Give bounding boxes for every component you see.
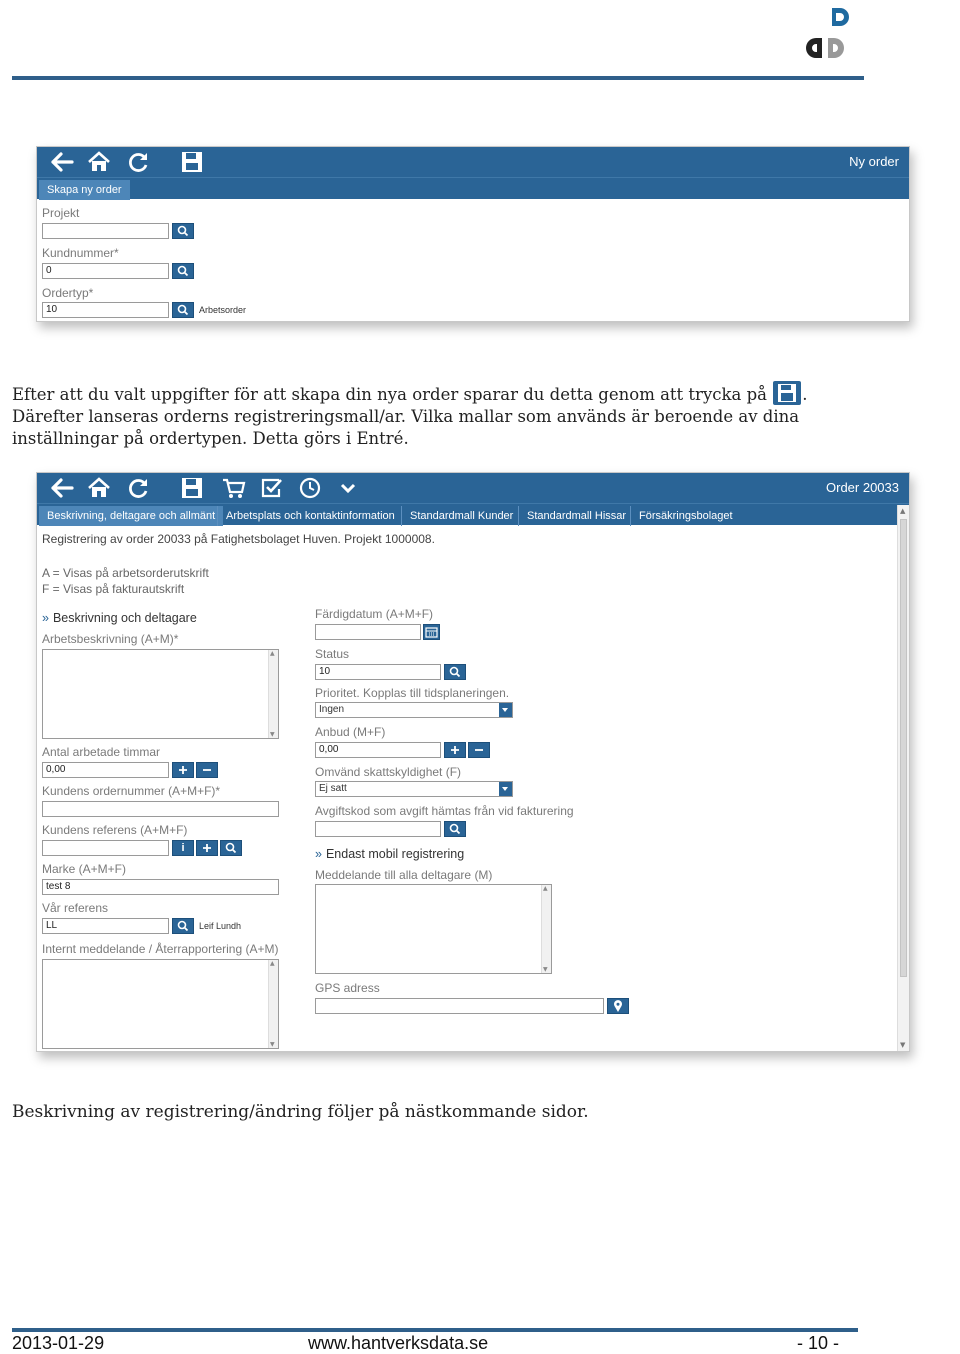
gps-map-button[interactable] bbox=[607, 998, 629, 1014]
marke-label: Marke (A+M+F) bbox=[42, 862, 127, 876]
referens-search-button[interactable] bbox=[220, 840, 242, 856]
tab-standardmall-hissar[interactable]: Standardmall Hissar bbox=[518, 506, 634, 526]
chevron-down-icon[interactable] bbox=[499, 703, 512, 717]
var-referens-search-button[interactable] bbox=[172, 918, 194, 934]
window-title: Ny order bbox=[849, 154, 899, 169]
intro-paragraph bbox=[12, 380, 808, 450]
company-logo bbox=[796, 4, 854, 62]
timmar-label: Antal arbetade timmar bbox=[42, 745, 161, 759]
home-icon[interactable] bbox=[86, 150, 112, 174]
kundnummer-label: Kundnummer* bbox=[42, 246, 119, 260]
window-title: Order 20033 bbox=[826, 480, 899, 495]
chevron-down-icon[interactable] bbox=[335, 476, 361, 500]
textarea-scrollbar[interactable] bbox=[268, 650, 278, 738]
footer-rule bbox=[12, 1328, 858, 1332]
intro-line-3: inställningar på ordertypen. Detta görs i Entré. bbox=[12, 429, 409, 448]
fardigdatum-input[interactable] bbox=[315, 624, 421, 640]
projekt-search-button[interactable] bbox=[172, 223, 194, 239]
search-icon bbox=[173, 264, 193, 278]
search-icon bbox=[173, 303, 193, 317]
anbud-label: Anbud (M+F) bbox=[315, 725, 386, 739]
outro-paragraph: Beskrivning av registrering/ändring följer på nästkommande sidor. bbox=[12, 1102, 589, 1122]
kundnummer-search-button[interactable] bbox=[172, 263, 194, 279]
avgift-search-button[interactable] bbox=[444, 821, 466, 837]
referens-label: Kundens referens (A+M+F) bbox=[42, 823, 188, 837]
var-referens-label: Vår referens bbox=[42, 901, 109, 915]
tab-beskrivning[interactable]: Beskrivning, deltagare och allmänt bbox=[39, 506, 223, 526]
search-icon bbox=[221, 841, 241, 855]
save-icon bbox=[772, 380, 802, 406]
ordertyp-search-button[interactable] bbox=[172, 302, 194, 318]
timmar-minus-button[interactable] bbox=[196, 762, 218, 778]
window-scrollbar[interactable]: ▲ ▼ bbox=[897, 505, 909, 1051]
ordernummer-input[interactable] bbox=[42, 801, 279, 817]
back-arrow-icon[interactable] bbox=[49, 150, 75, 174]
save-icon[interactable] bbox=[179, 150, 205, 174]
tab-standardmall-kunder[interactable]: Standardmall Kunder bbox=[401, 506, 521, 526]
referens-info-button[interactable]: i bbox=[172, 840, 194, 856]
back-arrow-icon[interactable] bbox=[49, 476, 75, 500]
checkbox-icon[interactable] bbox=[259, 476, 285, 500]
minus-icon bbox=[469, 743, 489, 757]
timmar-input[interactable]: 0,00 bbox=[42, 762, 169, 778]
plus-icon bbox=[445, 743, 465, 757]
refresh-icon[interactable] bbox=[125, 476, 151, 500]
scrollbar-thumb[interactable] bbox=[900, 519, 907, 977]
plus-icon bbox=[197, 841, 217, 855]
intro-line-1: Efter att du valt uppgifter för att skapa din nya order sparar du detta genom att trycka på . bbox=[12, 380, 808, 406]
legend-f: F = Visas på fakturautskrift bbox=[42, 582, 185, 596]
save-icon[interactable] bbox=[179, 476, 205, 500]
header-rule bbox=[12, 76, 864, 80]
textarea-scrollbar[interactable] bbox=[268, 960, 278, 1048]
internt-label: Internt meddelande / Återrapportering (A+M) bbox=[42, 942, 279, 956]
arbetsbeskrivning-textarea[interactable] bbox=[42, 649, 279, 739]
prioritet-label: Prioritet. Kopplas till tidsplaneringen. bbox=[315, 686, 510, 700]
anbud-plus-button[interactable] bbox=[444, 742, 466, 758]
legend-a: A = Visas på arbetsorderutskrift bbox=[42, 566, 209, 580]
gps-label: GPS adress bbox=[315, 981, 380, 995]
toolbar bbox=[37, 147, 909, 177]
tab-forsakringsbolaget[interactable]: Försäkringsbolaget bbox=[630, 506, 741, 526]
ordertyp-name: Arbetsorder bbox=[199, 305, 247, 315]
prioritet-select[interactable]: Ingen bbox=[315, 702, 513, 718]
clock-icon[interactable] bbox=[297, 476, 323, 500]
search-icon bbox=[445, 665, 465, 679]
meddelande-textarea[interactable] bbox=[315, 884, 552, 974]
plus-icon bbox=[173, 763, 193, 777]
textarea-scrollbar[interactable] bbox=[541, 885, 551, 973]
projekt-input[interactable] bbox=[42, 223, 169, 239]
footer-date: 2013-01-29 bbox=[12, 1333, 105, 1353]
avgift-label: Avgiftskod som avgift hämtas från vid fakturering bbox=[315, 804, 574, 818]
status-search-button[interactable] bbox=[444, 664, 466, 680]
refresh-icon[interactable] bbox=[125, 150, 151, 174]
minus-icon bbox=[197, 763, 217, 777]
section-beskrivning[interactable]: » Beskrivning och deltagare bbox=[42, 611, 197, 625]
var-referens-input[interactable]: LL bbox=[42, 918, 169, 934]
ordernummer-label: Kundens ordernummer (A+M+F)* bbox=[42, 784, 221, 798]
toolbar bbox=[37, 473, 909, 503]
home-icon[interactable] bbox=[86, 476, 112, 500]
fardigdatum-label: Färdigdatum (A+M+F) bbox=[315, 607, 434, 621]
avgift-input[interactable] bbox=[315, 821, 441, 837]
projekt-label: Projekt bbox=[42, 206, 80, 220]
search-icon bbox=[445, 822, 465, 836]
ordertyp-input[interactable]: 10 bbox=[42, 302, 169, 318]
meddelande-label: Meddelande till alla deltagare (M) bbox=[315, 868, 493, 882]
arbetsbeskrivning-label: Arbetsbeskrivning (A+M)* bbox=[42, 632, 179, 646]
timmar-plus-button[interactable] bbox=[172, 762, 194, 778]
search-icon bbox=[173, 919, 193, 933]
kundnummer-input[interactable]: 0 bbox=[42, 263, 169, 279]
anbud-input[interactable]: 0,00 bbox=[315, 742, 441, 758]
calendar-icon bbox=[424, 625, 439, 639]
anbud-minus-button[interactable] bbox=[468, 742, 490, 758]
skatt-label: Omvänd skattskyldighet (F) bbox=[315, 765, 462, 779]
tab-bar bbox=[37, 177, 909, 199]
page-heading: Registrering av order 20033 på Fatighetsbolaget Huven. Projekt 1000008. bbox=[42, 532, 435, 546]
new-order-window bbox=[36, 146, 910, 322]
cart-icon[interactable] bbox=[221, 476, 247, 500]
calendar-button[interactable] bbox=[423, 624, 440, 640]
footer-page-number: - 10 - bbox=[797, 1333, 840, 1353]
tab-arbetsplats[interactable]: Arbetsplats och kontaktinformation bbox=[217, 506, 403, 526]
referens-input[interactable] bbox=[42, 840, 169, 856]
tab-skapa-ny-order[interactable]: Skapa ny order bbox=[39, 180, 130, 200]
chevron-down-icon[interactable] bbox=[499, 782, 512, 796]
intro-line-2: Därefter lanseras orderns registreringsmall/ar. Vilka mallar som används är beroende av dina bbox=[12, 407, 800, 426]
section-mobil[interactable]: » Endast mobil registrering bbox=[315, 847, 465, 861]
order-registration-window bbox=[36, 472, 910, 1052]
referens-plus-button[interactable] bbox=[196, 840, 218, 856]
tab-bar bbox=[37, 503, 909, 525]
marke-input[interactable]: test 8 bbox=[42, 879, 279, 895]
gps-input[interactable] bbox=[315, 998, 604, 1014]
skatt-select[interactable]: Ej satt bbox=[315, 781, 513, 797]
search-icon bbox=[173, 224, 193, 238]
internt-textarea[interactable] bbox=[42, 959, 279, 1049]
status-input[interactable]: 10 bbox=[315, 664, 441, 680]
footer-url[interactable]: www.hantverksdata.se bbox=[308, 1333, 489, 1353]
status-label: Status bbox=[315, 647, 350, 661]
var-referens-name: Leif Lundh bbox=[199, 921, 242, 931]
ordertyp-label: Ordertyp* bbox=[42, 286, 94, 300]
map-pin-icon bbox=[608, 999, 628, 1013]
